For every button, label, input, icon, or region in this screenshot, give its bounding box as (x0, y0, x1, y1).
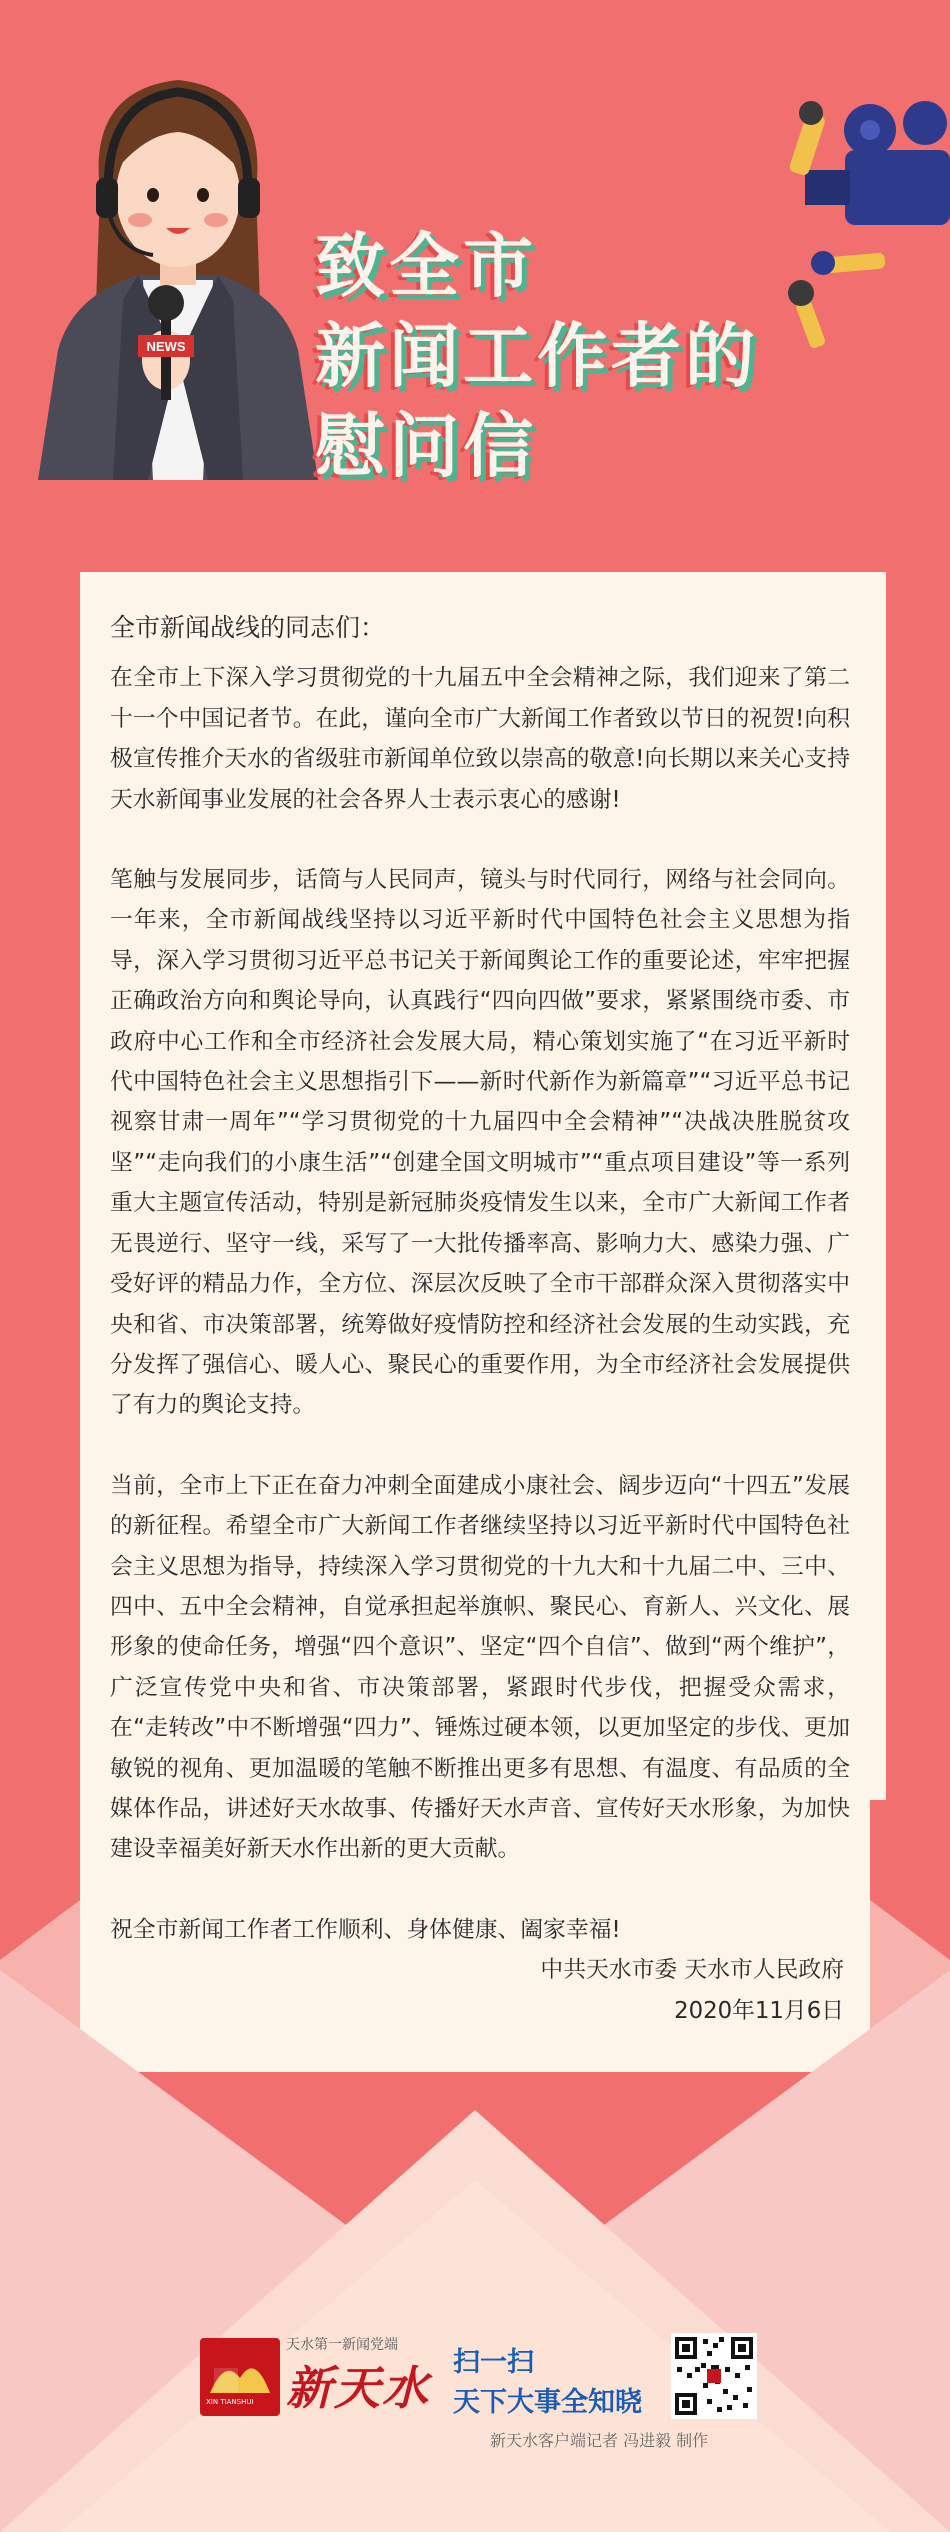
mic-label: NEWS (146, 339, 186, 354)
qr-code[interactable] (671, 2333, 757, 2419)
letter-paragraph-1: 在全市上下深入学习贯彻党的十九届五中全会精神之际，我们迎来了第二十一个中国记者节。在此，谨向全市广大新闻工作者致以节日的祝贺!向积极宣传推介天水的省级驻市新闻单位致以崇高的敬意!向长期以来关心支持天水新闻事业发展的社会各界人士表示衷心的感谢! (110, 665, 850, 813)
letter-date: 2020年11月6日 (674, 1997, 844, 2024)
letter-paragraph-2: 笔触与发展同步，话筒与人民同声，镜头与时代同行，网络与社会同向。一年来，全市新闻战线坚持以习近平新时代中国特色社会主义思想为指导，深入学习贯彻习近平总书记关于新闻舆论工作的重要论述，牢牢把握正确政治方向和舆论导向，认真践行“四向四做”要求，紧紧围绕市委、市政府中心工作和全市经济社会发展大局，精心策划实施了“在习近平新时代中国特色社会主义思想指引下——新时代新作为新篇章”“习近平总书记视察甘肃一周年”“学习贯彻党的十九届四中全会精神”“决战决胜脱贫攻坚”“走向我们的小康生活”“创建全国文明城市”“重点项目建设”等一系列重大主题宣传活动，特别是新冠肺炎疫情发生以来，全市广大新闻工作者无畏逆行、坚守一线，采写了一大批传播率高、影响力大、感染力强、广受好评的精品力作，全方位、深层次反映了全市干部群众深入贯彻落实中央和省、市决策部署，统筹做好疫情防控和经济社会发展的生动实践，充分发挥了强信心、暖人心、聚民心的重要作用，为全市经济社会发展提供了有力的舆论支持。 (110, 867, 850, 1419)
producer-credit: 新天水客户端记者 冯进毅 制作 (490, 2431, 709, 2450)
camera-microphones-decoration (775, 95, 950, 385)
logo-caption: XIN TIANSHUI (206, 2398, 254, 2406)
letter-paragraph-3: 当前，全市上下正在奋力冲刺全面建成小康社会、阔步迈向“十四五”发展的新征程。希望全市广大新闻工作者继续坚持以习近平新时代中国特色社会主义思想为指导，持续深入学习贯彻党的十九大和十九届二中、三中、四中、五中全会精神，自觉承担起举旗帜、聚民心、育新人、兴文化、展形象的使命任务，增强“四个意识”、坚定“四个自信”、做到“两个维护”，广泛宣传党中央和省、市决策部署，紧跟时代步伐，把握受众需求，在“走转改”中不断增强“四力”、锤炼过硬本领，以更加坚定的步伐、更加敏锐的视角、更加温暖的笔触不断推出更多有思想、有温度、有品质的全媒体作品，讲述好天水故事、传播好天水声音、宣传好天水形象，为加快建设幸福美好新天水作出新的更大贡献。 (110, 1472, 850, 1863)
scan-prompt: 扫一扫 (453, 2347, 534, 2378)
title-line-3: 慰问信 (315, 405, 537, 487)
letter-closing: 祝全市新闻工作者工作顺利、身体健康、阖家幸福! (110, 1916, 621, 1943)
letter-signer: 中共天水市委 天水市人民政府 (540, 1957, 844, 1984)
reporter-illustration (28, 60, 328, 480)
title-line-1: 致全市 (315, 225, 537, 307)
letter-body (110, 608, 850, 2031)
scan-slogan: 天下大事全知晓 (453, 2387, 642, 2418)
letter-salutation: 全市新闻战线的同志们： (110, 613, 386, 642)
brand-name: 新天水 (286, 2361, 430, 2415)
title-line-2: 新闻工作者的 (315, 315, 759, 397)
brand-tagline: 天水第一新闻党端 (286, 2337, 398, 2353)
